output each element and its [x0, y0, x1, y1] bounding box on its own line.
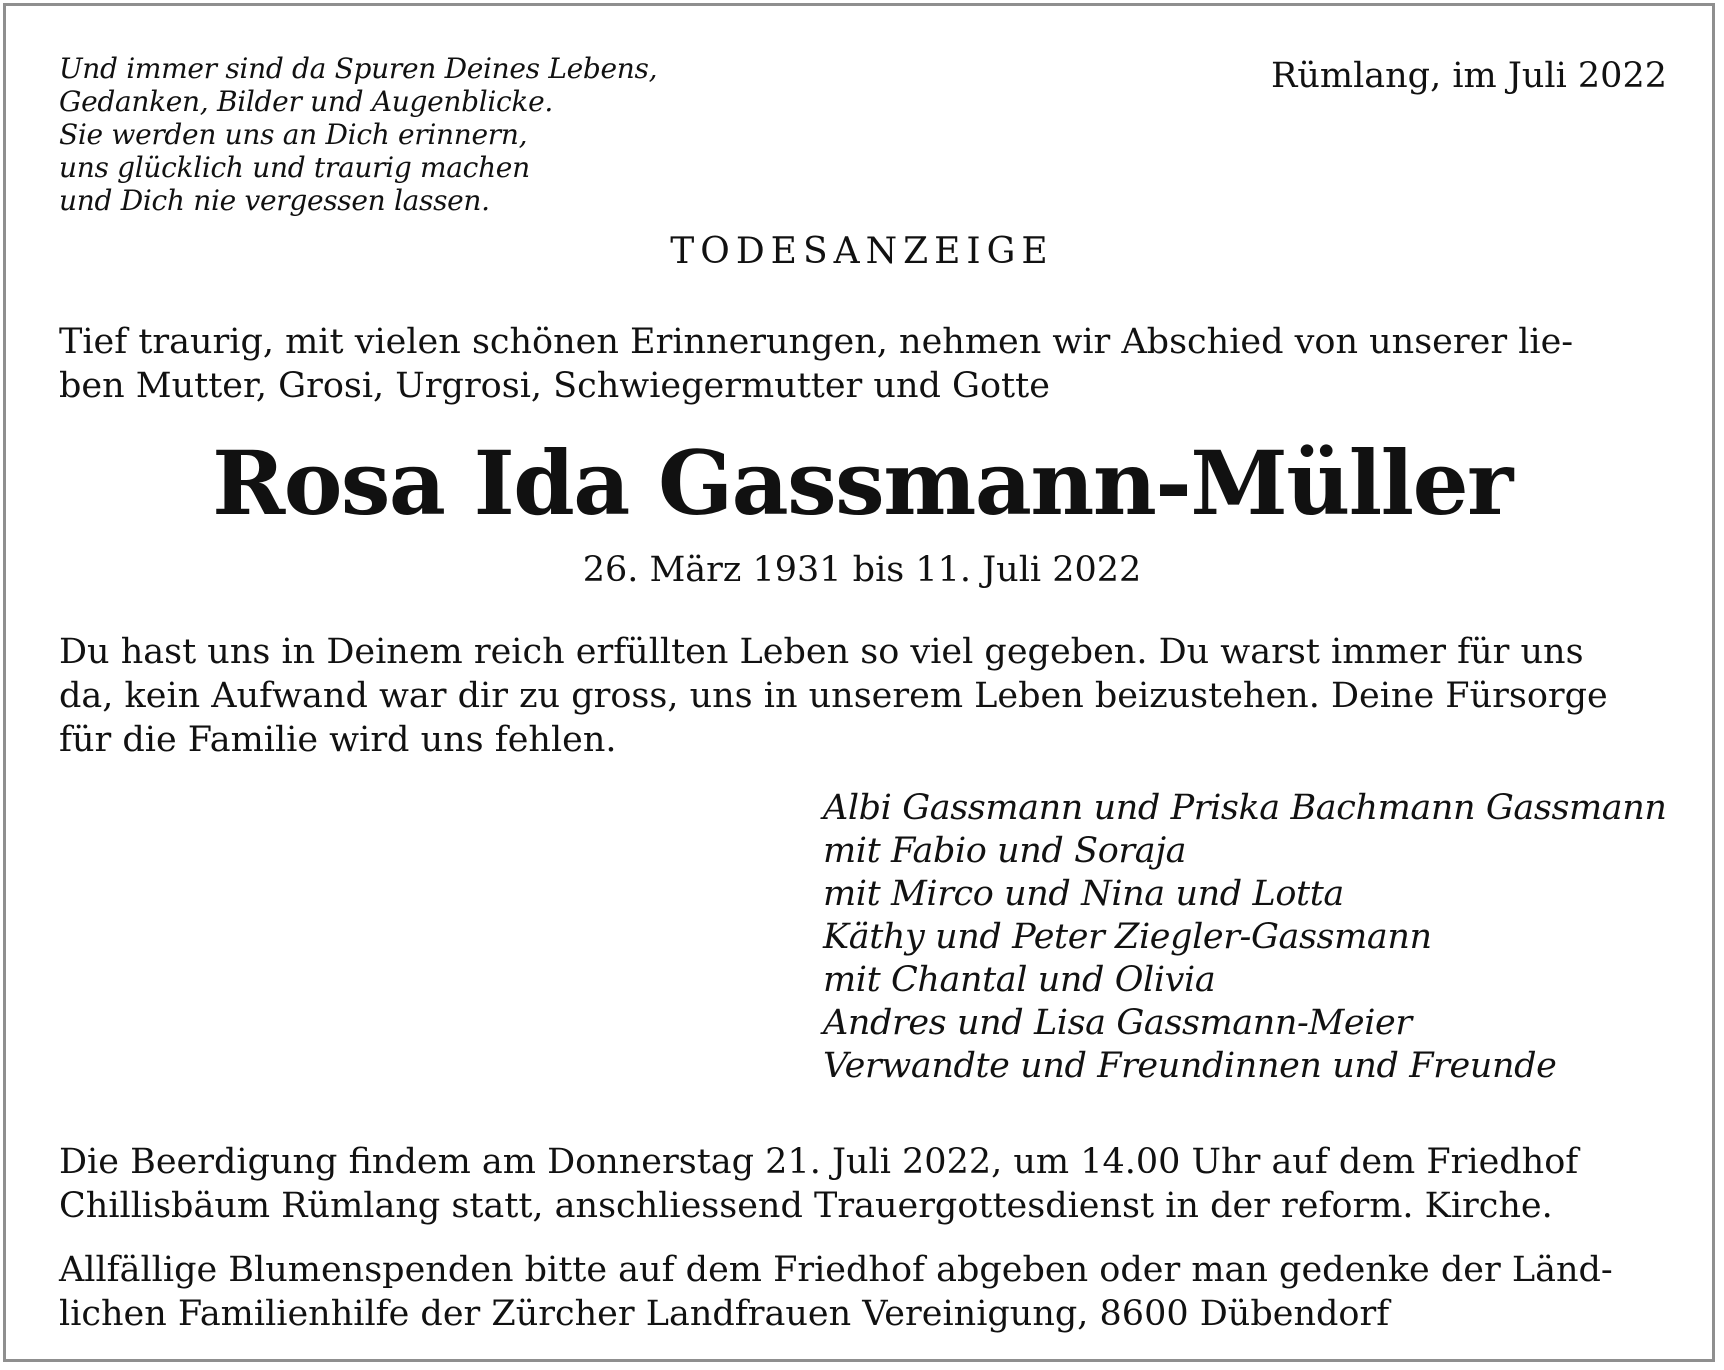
tribute-line: da, kein Aufwand war dir zu gross, uns in unserem Leben beizustehen. Deine Fürsorge [59, 676, 1608, 716]
funeral-line: Die Beerdigung findem am Donnerstag 21. Juli 2022, um 14.00 Uhr auf dem Friedhof [59, 1142, 1579, 1182]
intro-line: Tief traurig, mit vielen schönen Erinnerungen, nehmen wir Abschied von unserer lie- [59, 322, 1574, 362]
mourner-line: mit Fabio und Soraja [823, 831, 1187, 871]
flowers-line: Allfällige Blumenspenden bitte auf dem Friedhof abgeben oder man gedenke der Länd- [59, 1250, 1613, 1290]
mourner-line: Käthy und Peter Ziegler-Gassmann [823, 917, 1432, 957]
mourner-line: mit Mirco und Nina und Lotta [823, 874, 1344, 914]
motto-verse [59, 52, 657, 217]
notice-heading: TODESANZEIGE [670, 231, 1054, 272]
funeral-line: Chillisbäum Rümlang statt, anschliessend Trauergottesdienst in der reform. Kirche. [59, 1186, 1553, 1226]
mourners-list [823, 787, 1667, 1088]
motto-line: Gedanken, Bilder und Augenblicke. [59, 85, 553, 118]
place-date: Rümlang, im Juli 2022 [1270, 56, 1667, 96]
tribute-line: für die Familie wird uns fehlen. [59, 720, 617, 760]
intro-line: ben Mutter, Grosi, Urgrosi, Schwiegermutter und Gotte [59, 366, 1050, 406]
mourner-line: Verwandte und Freundinnen und Freunde [823, 1046, 1557, 1086]
intro-paragraph [59, 320, 1665, 408]
mourner-line: Albi Gassmann und Priska Bachmann Gassmann [823, 788, 1667, 828]
flower-donation-paragraph [59, 1248, 1665, 1336]
motto-line: Und immer sind da Spuren Deines Lebens, [59, 52, 658, 85]
motto-line: Sie werden uns an Dich erinnern, [59, 118, 528, 151]
tribute-line: Du hast uns in Deinem reich erfüllten Leben so viel gegeben. Du warst immer für uns [59, 632, 1584, 672]
mourner-line: mit Chantal und Olivia [823, 960, 1216, 1000]
motto-line: und Dich nie vergessen lassen. [59, 184, 490, 217]
deceased-name: Rosa Ida Gassmann-Müller [212, 431, 1512, 535]
tribute-paragraph [59, 630, 1665, 762]
flowers-line: lichen Familienhilfe der Zürcher Landfrauen Vereinigung, 8600 Dübendorf [59, 1294, 1390, 1334]
life-dates: 26. März 1931 bis 11. Juli 2022 [582, 550, 1142, 590]
mourner-line: Andres und Lisa Gassmann-Meier [823, 1003, 1412, 1043]
motto-line: uns glücklich und traurig machen [59, 151, 530, 184]
funeral-info-paragraph [59, 1140, 1665, 1228]
